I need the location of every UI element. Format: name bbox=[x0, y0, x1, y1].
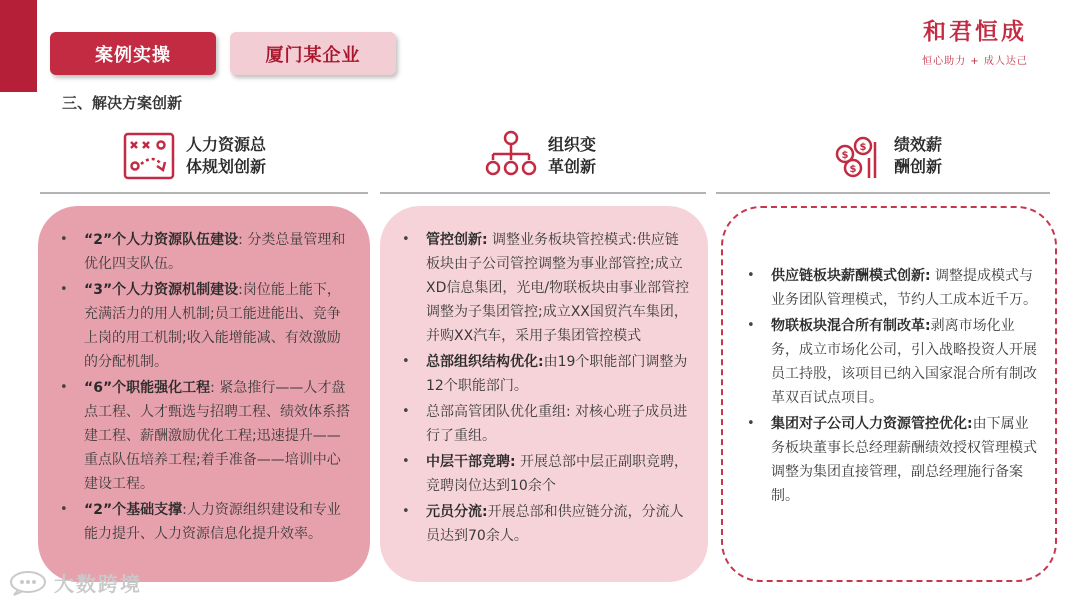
list-item bbox=[56, 498, 352, 546]
item-heading: “6”个职能强化工程 bbox=[84, 380, 211, 396]
item-text: :岗位能上能下，充满活力的用人机制;员工能进能出、竞争上岗的用工机制;收入能增能减、有效激励的分配机制。 bbox=[84, 282, 341, 370]
item-text: 由19个职能部门调整为12个职能部门。 bbox=[426, 354, 688, 394]
item-heading: “3”个人力资源机制建设 bbox=[84, 282, 239, 298]
watermark-text: 大数跨境 bbox=[54, 572, 142, 596]
column-header-compensation bbox=[828, 124, 942, 188]
item-text: : 分类总量管理和优化四支队伍。 bbox=[84, 232, 346, 272]
item-text: 剥离市场化业务，成立市场化公司，引入战略投资人开展员工持股，该项目已纳入国家混合所有制改革双百试点项目。 bbox=[771, 318, 1037, 406]
section-title: 三、解决方案创新 bbox=[62, 94, 183, 112]
card-hr-planning bbox=[38, 206, 370, 582]
item-text: : 紧急推行——人才盘点工程、人才甄选与招聘工程、绩效体系搭建工程、薪酬激励优化工程;迅速提升——重点队伍培养工程;着手准备——培训中心建设工程。 bbox=[84, 380, 350, 492]
list-item bbox=[398, 500, 690, 548]
brand-logo-text: 和君恒成 bbox=[923, 19, 1027, 45]
item-heading: 集团对子公司人力资源管控优化: bbox=[771, 416, 973, 432]
list-item bbox=[747, 314, 1037, 410]
column-header-org-reform bbox=[482, 124, 596, 188]
column-title bbox=[186, 134, 266, 178]
brand-logo bbox=[900, 18, 1050, 67]
org-chart-icon bbox=[482, 127, 540, 185]
column-title-line1: 绩效薪 bbox=[894, 135, 943, 154]
column-title-line2: 革创新 bbox=[548, 157, 597, 176]
svg-text:$: $ bbox=[849, 164, 857, 175]
item-heading: 元员分流: bbox=[426, 504, 488, 520]
item-text: 由下属业务板块董事长总经理薪酬绩效授权管理模式调整为集团直接管理，副总经理施行备案制。 bbox=[771, 416, 1037, 504]
list-item bbox=[398, 450, 690, 498]
money-bags-icon bbox=[828, 127, 886, 185]
list-item bbox=[56, 228, 352, 276]
item-heading: 供应链板块薪酬模式创新: bbox=[771, 268, 931, 284]
list-item bbox=[747, 412, 1037, 508]
column-title-line2: 酬创新 bbox=[894, 157, 943, 176]
list-item bbox=[747, 264, 1037, 312]
list-item bbox=[398, 228, 690, 348]
item-heading: 物联板块混合所有制改革: bbox=[771, 318, 931, 334]
tab-case-practice[interactable]: 案例实操 bbox=[50, 32, 216, 75]
list-item bbox=[56, 376, 352, 496]
corner-accent-block bbox=[0, 0, 37, 92]
column-divider bbox=[40, 192, 368, 194]
item-text: 开展总部和供应链分流，分流人员达到70余人。 bbox=[426, 504, 684, 544]
column-title-line1: 组织变 bbox=[548, 135, 597, 154]
svg-text:$: $ bbox=[841, 150, 849, 161]
item-text: 开展总部中层正副职竞聘，竞聘岗位达到10余个 bbox=[426, 454, 689, 494]
column-title bbox=[548, 134, 596, 178]
card-org-reform bbox=[380, 206, 708, 582]
watermark bbox=[8, 568, 142, 597]
tab-company[interactable]: 厦门某企业 bbox=[230, 32, 396, 75]
item-heading: 总部组织结构优化: bbox=[426, 354, 544, 370]
column-title-line1: 人力资源总 bbox=[186, 135, 267, 154]
item-heading: 管控创新: bbox=[426, 232, 488, 248]
brand-slogan: 恒心助力 + 成人达己 bbox=[922, 56, 1028, 67]
strategy-board-icon bbox=[120, 127, 178, 185]
item-heading: 中层干部竞聘: bbox=[426, 454, 516, 470]
item-text: 调整提成模式与业务团队管理模式，节约人工成本近千万。 bbox=[771, 268, 1037, 308]
item-text: 总部高管团队优化重组: 对核心班子成员进行了重组。 bbox=[426, 404, 688, 444]
card-compensation bbox=[721, 206, 1057, 582]
column-divider bbox=[380, 192, 706, 194]
column-divider bbox=[716, 192, 1050, 194]
column-header-hr-planning bbox=[120, 124, 266, 188]
svg-text:$: $ bbox=[859, 142, 867, 153]
item-text: 调整业务板块管控模式:供应链板块由子公司管控调整为事业部管控;成立XD信息集团，光电/物联板块由事业部管控调整为子集团管控;成立XX国贸汽车集团，并购XX汽车，采用子集团管控模式 bbox=[426, 232, 690, 344]
item-heading: “2”个人力资源队伍建设 bbox=[84, 232, 239, 248]
list-item bbox=[398, 350, 690, 398]
list-item bbox=[56, 278, 352, 374]
item-text: :人力资源组织建设和专业能力提升、人力资源信息化提升效率。 bbox=[84, 502, 341, 542]
column-title bbox=[894, 134, 942, 178]
column-title-line2: 体规划创新 bbox=[186, 157, 267, 176]
chat-bubble-icon bbox=[8, 570, 48, 596]
item-heading: “2”个基础支撑 bbox=[84, 502, 183, 518]
list-item bbox=[398, 400, 690, 448]
